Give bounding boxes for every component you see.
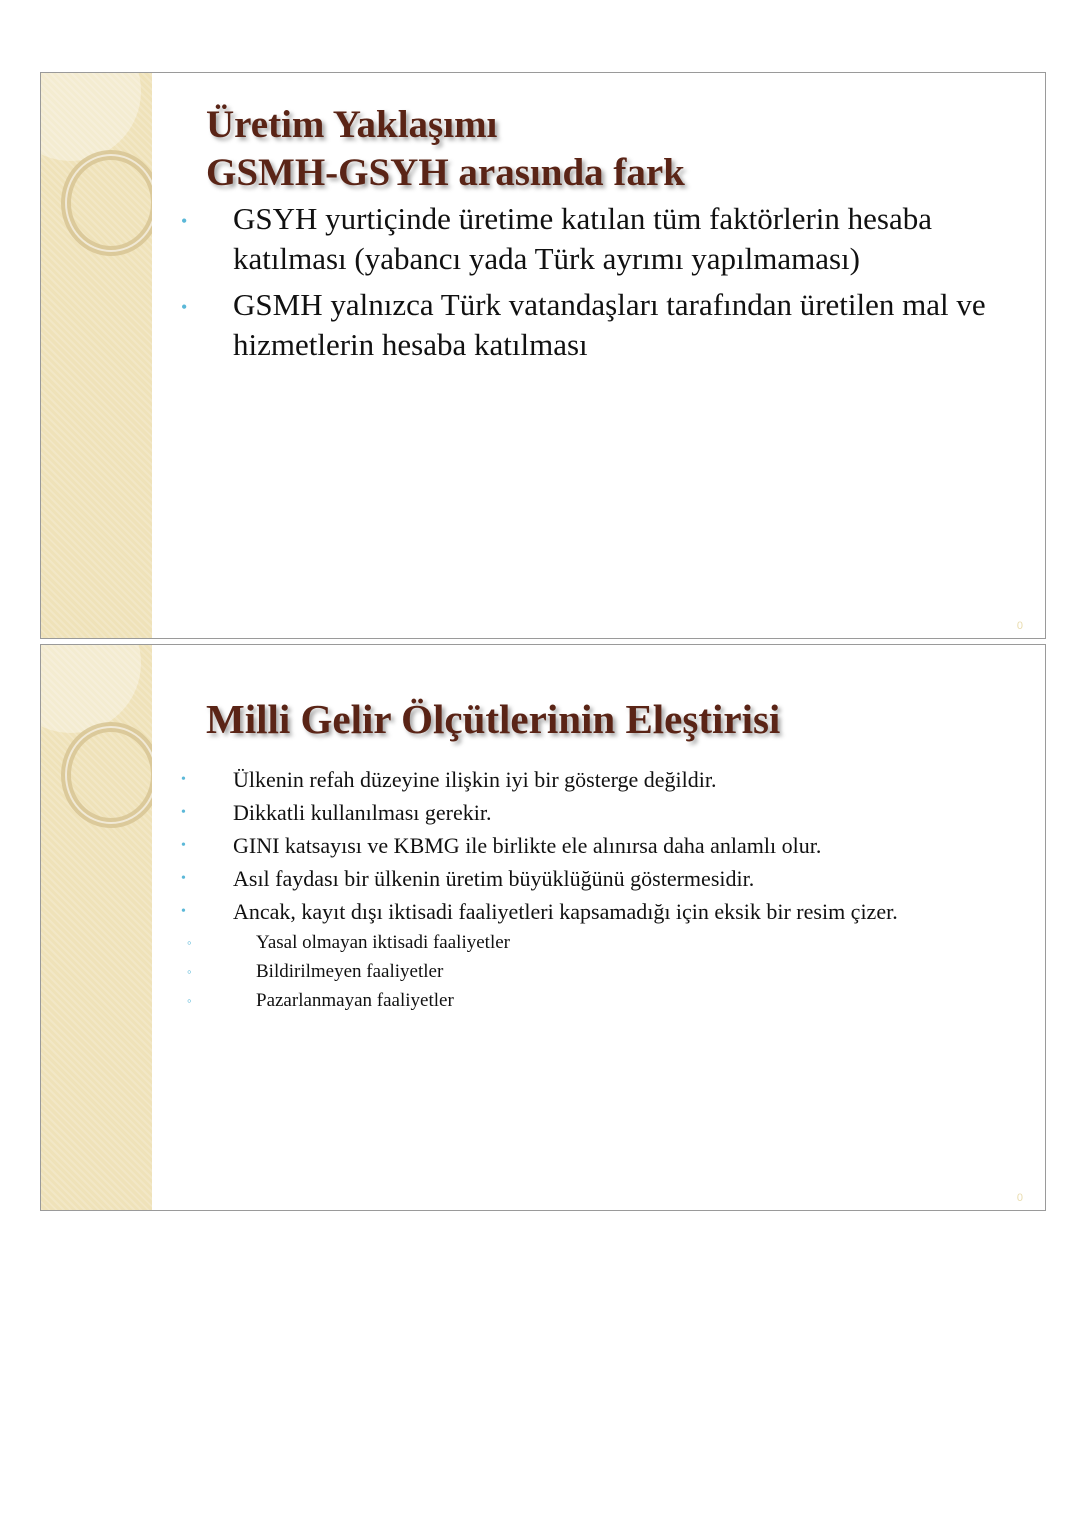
list-item: • GSYH yurtiçinde üretime katılan tüm faktörlerin hesaba katılması (yabancı yada Türk ayrımı yapılmaması) [181,201,933,276]
ring-decoration-icon [41,645,152,1211]
bullet-icon: • [181,772,186,787]
bullet-icon: • [181,871,186,886]
bullet-icon: • [181,805,186,820]
slide-title [206,101,685,197]
slide-2 [40,644,1046,1211]
sub-bullet-icon: ◦ [187,935,192,950]
decorative-side-panel [41,73,152,638]
slide-1 [40,72,1046,639]
sub-list-item: ◦ Pazarlanmayan faaliyetler [171,986,1025,1015]
bullet-icon: • [181,297,188,317]
list-item: • Dikkatli kullanılması gerekir. [171,796,1025,829]
page-number: 0 [1016,620,1023,632]
sub-list-item: ◦ Bildirilmeyen faaliyetler [171,957,1025,986]
title-line-2: GSMH-GSYH arasında fark [206,151,685,194]
slide-title: Milli Gelir Ölçütlerinin Eleştirisi [206,696,781,742]
sub-bullet-icon: ◦ [187,964,192,979]
bullet-list [171,199,1025,371]
bullet-icon: • [181,838,186,853]
list-item: • Ülkenin refah düzeyine ilişkin iyi bir gösterge değildir. [171,763,1025,796]
list-item: • GSMH yalnızca Türk vatandaşları tarafından üretilen mal ve hizmetlerin hesaba katılması [181,287,986,362]
bullet-icon: • [181,904,186,919]
list-item: • Ancak, kayıt dışı iktisadi faaliyetleri kapsamadığı için eksik bir resim çizer. [171,895,1025,928]
list-item: • GINI katsayısı ve KBMG ile birlikte ele alınırsa daha anlamlı olur. [171,829,1025,862]
ring-decoration-icon [41,73,152,639]
page-number: 0 [1016,1192,1023,1204]
sub-list-item: ◦ Yasal olmayan iktisadi faaliyetler [171,928,1025,957]
sub-bullet-icon: ◦ [187,993,192,1008]
list-item: • Asıl faydası bir ülkenin üretim büyüklüğünü göstermesidir. [171,862,1025,895]
bullet-list [171,763,1025,1015]
decorative-side-panel [41,645,152,1210]
bullet-icon: • [181,211,188,231]
title-line-1: Üretim Yaklaşımı [206,103,498,146]
